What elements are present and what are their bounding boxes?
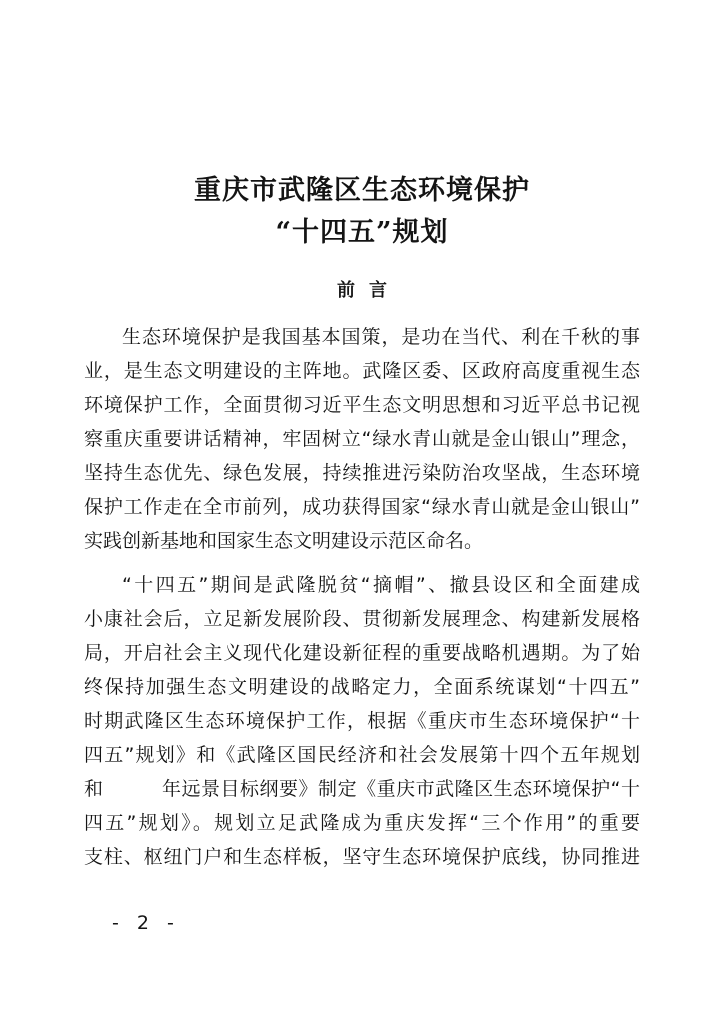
text-line: 实践创新基地和国家生态文明建设示范区命名。 <box>84 530 484 552</box>
text-line: 环境保护工作，全面贯彻习近平生态文明思想和习近平总书记视 <box>84 394 640 416</box>
document-title-line-2: “十四五”规划 <box>275 217 449 248</box>
text-line: 和 年远景目标纲要》制定《重庆市武隆区生态环境保护“十 <box>84 778 640 800</box>
text-line: 四五”规划》和《武隆区国民经济和社会发展第十四个五年规划 <box>84 744 640 766</box>
section-heading-preface: 前言 <box>337 280 401 301</box>
text-line: 小康社会后，立足新发展阶段、贯彻新发展理念、构建新发展格 <box>84 608 640 630</box>
page-number: - 2 - <box>112 912 180 934</box>
text-line: 业，是生态文明建设的主阵地。武隆区委、区政府高度重视生态 <box>84 360 640 382</box>
text-line: 坚持生态优先、绿色发展，持续推进污染防治攻坚战，生态环境 <box>84 462 640 484</box>
text-line: “十四五”期间是武隆脱贫“摘帽”、撤县设区和全面建成 <box>122 574 640 596</box>
document-title-line-1: 重庆市武隆区生态环境保护 <box>194 175 530 206</box>
text-line: 时期武隆区生态环境保护工作，根据《重庆市生态环境保护“十 <box>84 710 640 732</box>
text-line: 四五”规划》。规划立足武隆成为重庆发挥“三个作用”的重要 <box>84 812 640 834</box>
text-line: 支柱、枢纽门户和生态样板，坚守生态环境保护底线，协同推进 <box>84 846 640 868</box>
text-line: 生态环境保护是我国基本国策，是功在当代、利在千秋的事 <box>122 326 640 348</box>
text-line: 察重庆重要讲话精神，牢固树立“绿水青山就是金山银山”理念， <box>84 428 640 450</box>
text-line: 终保持加强生态文明建设的战略定力，全面系统谋划“十四五” <box>84 676 640 698</box>
text-line: 局，开启社会主义现代化建设新征程的重要战略机遇期。为了始 <box>84 642 640 664</box>
text-line: 保护工作走在全市前列，成功获得国家“绿水青山就是金山银山” <box>84 496 640 518</box>
